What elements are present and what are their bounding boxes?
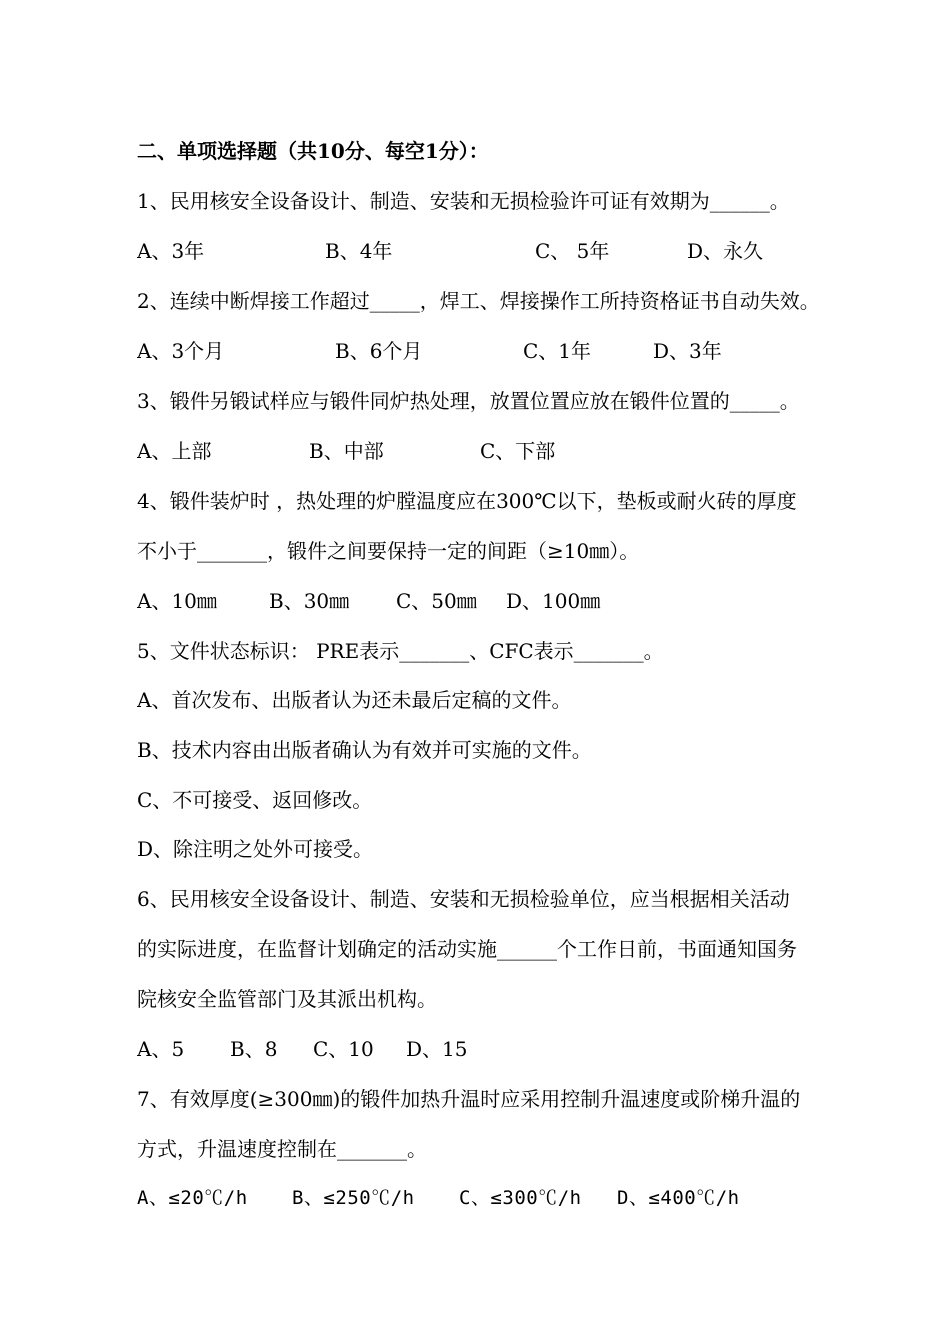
question-6-options [137,1034,910,1064]
question-6-text-line-2: 的实际进度，在监督计划确定的活动实施______个工作日前，书面通知国务 [137,937,797,961]
option-a: A、5 [137,1037,185,1061]
option-b: B、8 [230,1037,278,1061]
option-d: D、≤400℃/h [617,1187,740,1209]
option-d: D、15 [406,1037,468,1061]
question-4-text-line-1: 4、锻件装炉时 ，热处理的炉膛温度应在300℃以下，垫板或耐火砖的厚度 [137,489,797,513]
option-c: C、 5年 [535,239,610,263]
option-b: B、≤250℃/h [292,1187,415,1209]
option-d: D、3年 [653,339,722,363]
question-1-text: 1、民用核安全设备设计、制造、安装和无损检验许可证有效期为______。 [137,189,790,213]
question-5-text: 5、文件状态标识： PRE表示_______、CFC表示_______。 [137,639,664,663]
question-5-option-d: D、除注明之处外可接受。 [137,837,374,861]
question-4-text-line-2: 不小于_______，锻件之间要保持一定的间距（≥10㎜）。 [137,539,640,563]
option-c: C、50㎜ [396,589,477,613]
question-1-options [137,236,910,266]
section-title: 二、单项选择题（共10分、每空1分）： [137,139,489,163]
question-2-options [137,336,910,366]
question-3-text: 3、锻件另锻试样应与锻件同炉热处理，放置位置应放在锻件位置的_____。 [137,389,800,413]
question-7-text-line-2: 方式，升温速度控制在_______。 [137,1137,427,1161]
option-d: D、永久 [687,239,764,263]
question-4-options [137,586,910,616]
question-2-text: 2、连续中断焊接工作超过_____，焊工、焊接操作工所持资格证书自动失效。 [137,289,820,313]
option-c: C、下部 [480,439,556,463]
question-7-options [137,1183,910,1213]
question-5-option-b: B、技术内容由出版者确认为有效并可实施的文件。 [137,738,592,762]
option-c: C、1年 [523,339,592,363]
option-b: B、中部 [309,439,384,463]
question-6-text-line-1: 6、民用核安全设备设计、制造、安装和无损检验单位，应当根据相关活动 [137,887,790,911]
option-c: C、≤300℃/h [459,1187,582,1209]
option-a: A、上部 [137,439,212,463]
option-b: B、30㎜ [269,589,350,613]
option-a: A、3年 [137,239,205,263]
option-b: B、4年 [325,239,393,263]
question-6-text-line-3: 院核安全监管部门及其派出机构。 [137,987,437,1011]
option-b: B、6个月 [335,339,423,363]
option-a: A、≤20℃/h [137,1187,248,1209]
option-a: A、3个月 [137,339,225,363]
option-a: A、10㎜ [137,589,217,613]
question-3-options [137,436,910,466]
option-c: C、10 [313,1037,374,1061]
option-d: D、100㎜ [506,589,601,613]
question-5-option-a: A、首次发布、出版者认为还未最后定稿的文件。 [137,688,572,712]
question-7-text-line-1: 7、有效厚度(≥300㎜)的锻件加热升温时应采用控制升温速度或阶梯升温的 [137,1087,801,1111]
question-5-option-c: C、不可接受、返回修改。 [137,788,373,812]
